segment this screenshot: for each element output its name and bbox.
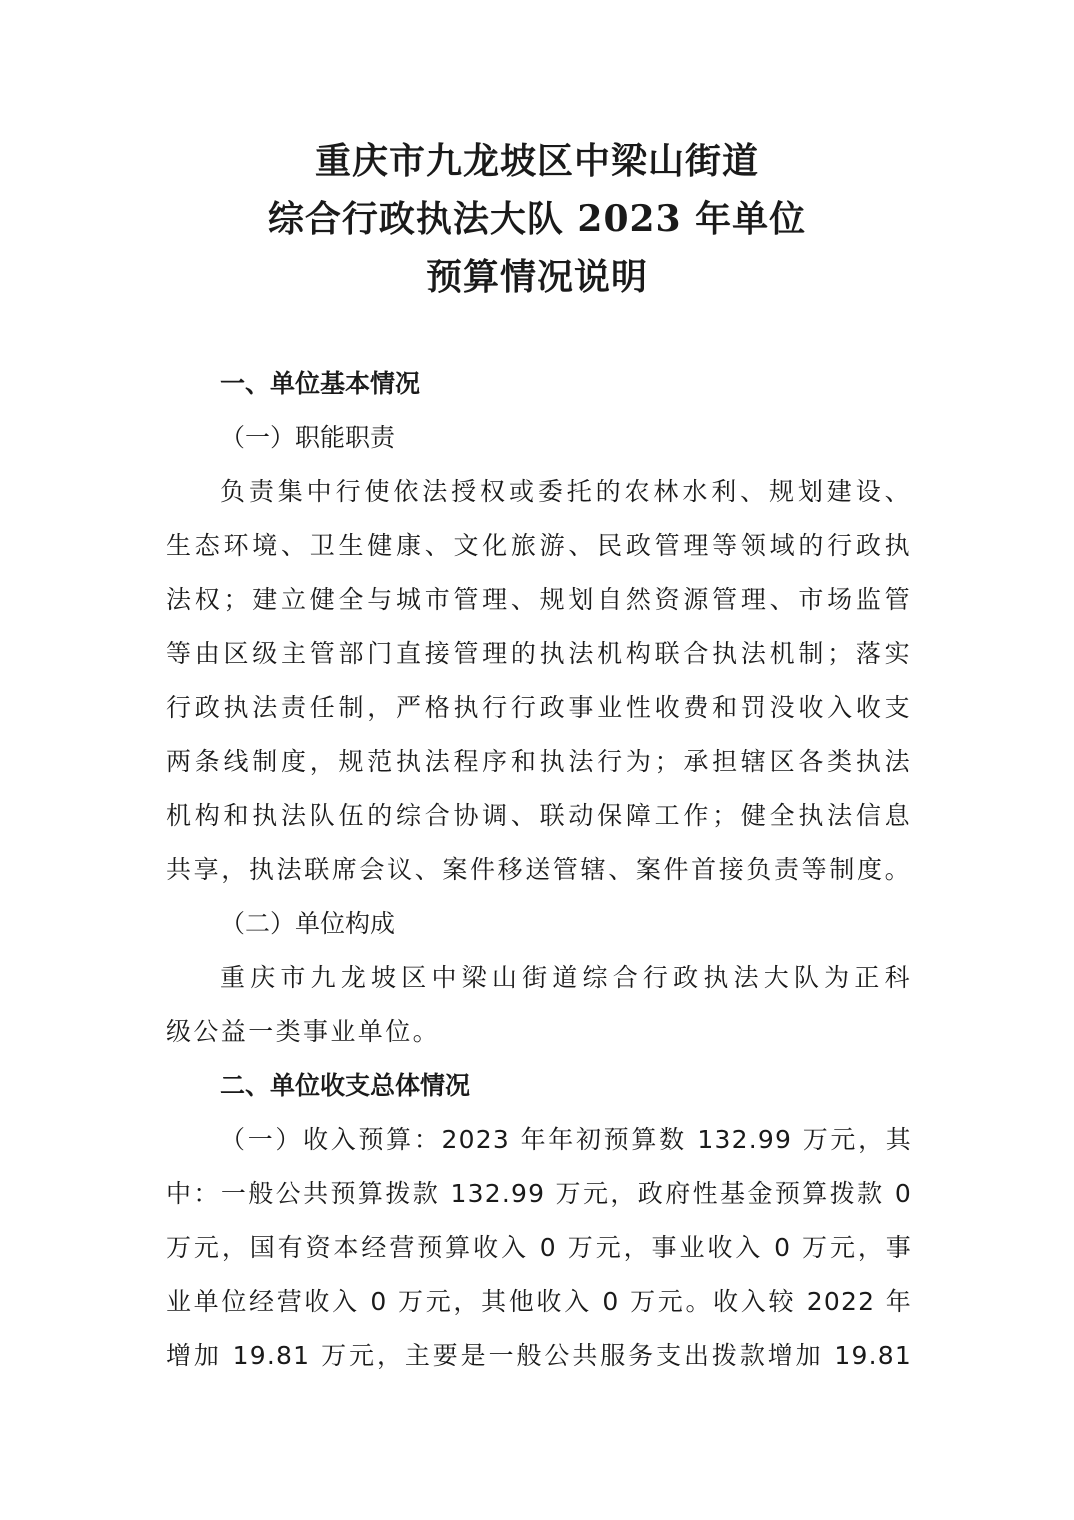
paragraph-line: 重庆市九龙坡区中梁山街道综合行政执法大队为正科 [220,963,912,992]
paragraph-line: 万元，国有资本经营预算收入 0 万元，事业收入 0 万元，事 [166,1233,912,1262]
paragraph-line: 共享，执法联席会议、案件移送管辖、案件首接负责等制度。 [166,855,912,884]
paragraph-line: 级公益一类事业单位。 [166,1017,441,1046]
paragraph-line: 负责集中行使依法授权或委托的农林水利、规划建设、 [220,477,912,506]
paragraph-line: 增加 19.81 万元，主要是一般公共服务支出拨款增加 19.81 [166,1341,912,1370]
subheading-functions: （一）职能职责 [220,423,396,452]
title-line-1: 重庆市九龙坡区中梁山街道 [314,140,759,182]
paragraph-composition [166,951,912,1059]
document-body [166,357,912,1383]
paragraph-line: 法权；建立健全与城市管理、规划自然资源管理、市场监管 [166,585,912,614]
document-title [0,132,1074,306]
title-line-3: 预算情况说明 [425,256,648,298]
title-line-2: 综合行政执法大队 2023 年单位 [267,198,807,240]
paragraph-line: （一）收入预算：2023 年年初预算数 132.99 万元，其 [220,1125,912,1154]
paragraph-line: 两条线制度，规范执法程序和执法行为；承担辖区各类执法 [166,747,912,776]
paragraph-line: 生态环境、卫生健康、文化旅游、民政管理等领域的行政执 [166,531,912,560]
section-heading-basic-info: 一、单位基本情况 [220,369,421,398]
paragraph-line: 中：一般公共预算拨款 132.99 万元，政府性基金预算拨款 0 [166,1179,912,1208]
paragraph-income-budget [166,1113,912,1383]
subheading-composition: （二）单位构成 [220,909,396,938]
paragraph-line: 行政执法责任制，严格执行行政事业性收费和罚没收入收支 [166,693,912,722]
paragraph-line: 业单位经营收入 0 万元，其他收入 0 万元。收入较 2022 年 [166,1287,912,1316]
paragraph-line: 机构和执法队伍的综合协调、联动保障工作；健全执法信息 [166,801,912,830]
paragraph-line: 等由区级主管部门直接管理的执法机构联合执法机制；落实 [166,639,912,668]
paragraph-functions [166,465,912,897]
section-heading-budget-overview: 二、单位收支总体情况 [220,1071,471,1100]
